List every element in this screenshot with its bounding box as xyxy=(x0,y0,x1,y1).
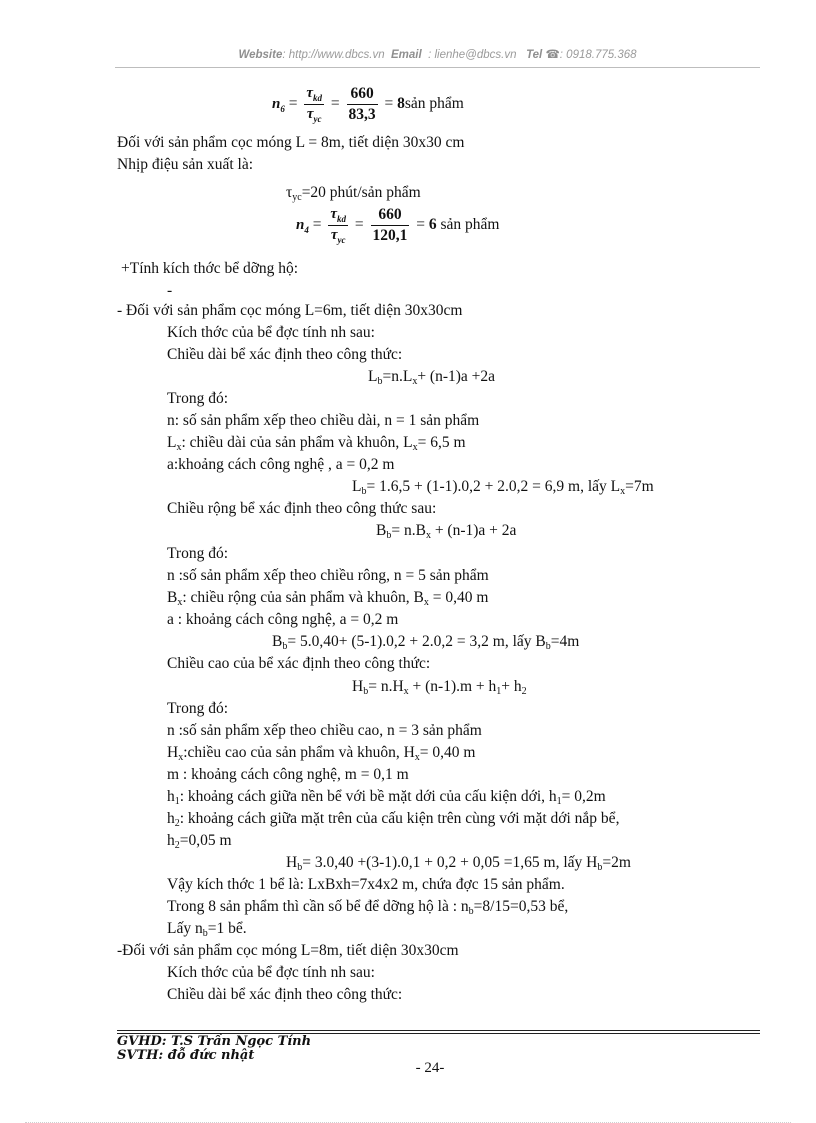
text-line: $L_x$: chiều dài của sản phẩm và khuôn, $L_x= 6,5$ m xyxy=(167,434,466,453)
website-url[interactable]: : http://www.dbcs.vn xyxy=(282,49,385,61)
page-number: - 24- xyxy=(415,1060,445,1076)
text-line: $B_x$: chiều rộng của sản phẩm và khuôn, $B_x = 0,40$ m xyxy=(167,589,489,608)
fraction-values: $\frac{660}{120,1}$ xyxy=(372,206,408,244)
text-line: Vậy kích thớc 1 bể là: LxBxh=7x4x2 m, chứa đợc 15 sản phẩm. xyxy=(167,876,565,893)
formula-line: $H_b= n.H_x + (n-1).m + h_1+ h_2$ xyxy=(352,678,527,697)
formula-n4: $n_4$ = $\frac{\tau_{kd}}{\tau_{yc}}$ = $\frac{660}{120,1}$ = 6 sản phẩm xyxy=(296,206,500,245)
text-line: Kích thớc của bể đợc tính nh sau: xyxy=(167,324,375,341)
text-line: Trong 8 sản phẩm thì cần số bể để dỡng hộ là : $n_b=8/15=0,53$ bể, xyxy=(167,898,569,917)
text-line: - Đối với sản phẩm cọc móng L=6m, tiết diện 30x30cm xyxy=(117,302,463,319)
text-line: Kích thớc của bể đợc tính nh sau: xyxy=(167,964,375,981)
text-line: Nhịp điệu sản xuất là: xyxy=(117,156,254,173)
text-line: a:khoảng cách công nghệ , a = 0,2 m xyxy=(167,456,395,473)
text-line: Lấy $n_b=1$ bể. xyxy=(167,920,247,939)
text-line: Chiều dài bể xác định theo công thức: xyxy=(167,986,403,1003)
website-label: Website xyxy=(238,49,283,61)
footer-divider xyxy=(117,1030,760,1031)
formula-line: $L_b=n.L_x+ (n-1)a +2a$ xyxy=(368,368,496,387)
text-line: +Tính kích thớc bể dỡng hộ: xyxy=(121,260,299,277)
text-line: Chiều rộng bể xác định theo công thức sau: xyxy=(167,500,437,517)
text-line: a : khoảng cách công nghệ, a = 0,2 m xyxy=(167,611,399,628)
text-line: Trong đó: xyxy=(167,545,229,562)
text-line: $h_2$: khoảng cách giữa mặt trên của cấu kiện trên cùng với mặt dới nắp bể, xyxy=(167,810,620,829)
email-address[interactable]: : lienhe@dbcs.vn xyxy=(428,49,517,61)
text-line: n: số sản phẩm xếp theo chiều dài, n = 1 sản phẩm xyxy=(167,412,480,429)
text-line: Đối với sản phẩm cọc móng L = 8m, tiết diện 30x30 cm xyxy=(117,134,465,151)
text-line: -Đối với sản phẩm cọc móng L=8m, tiết diện 30x30cm xyxy=(117,942,459,959)
formula-line: $B_b= 5.0,40+ (5-1).0,2 + 2.0,2 = 3,2$ m, lấy $B_b=4m$ xyxy=(272,633,580,652)
text-line: $h_1$: khoảng cách giữa nền bể với bề mặt dới của cấu kiện dới, $h_1= 0,2m$ xyxy=(167,788,606,807)
text-line: n :số sản phẩm xếp theo chiều cao, n = 3 sản phẩm xyxy=(167,722,482,739)
tel-label: Tel ☎ xyxy=(526,49,560,61)
text-line: $h_2=0,05$ m xyxy=(167,832,232,851)
supervisor-credit: GVHD: T.S Trần Ngọc Tính xyxy=(117,1034,312,1049)
formula-n6: $n_6$ = $\frac{\tau_{kd}}{\tau_{yc}}$ = $\frac{660}{83,3}$ = 8sản phẩm xyxy=(272,85,464,124)
text-line: Trong đó: xyxy=(167,700,229,717)
text-line: $\tau_{yc}=20$ phút/sản phẩm xyxy=(286,184,421,203)
text-line: - xyxy=(167,282,173,299)
fraction-tau: $\frac{\tau_{kd}}{\tau_{yc}}$ xyxy=(306,85,323,124)
text-line: Trong đó: xyxy=(167,390,229,407)
text-line: n :số sản phẩm xếp theo chiều rông, n = 5 sản phẩm xyxy=(167,567,489,584)
fraction-tau: $\frac{\tau_{kd}}{\tau_{yc}}$ xyxy=(330,206,347,245)
formula-line: $H_b= 3.0,40 +(3-1).0,1 + 0,2 + 0,05 =1,65$ m, lấy $H_b=2m$ xyxy=(286,854,631,873)
fraction-values: $\frac{660}{83,3}$ xyxy=(348,85,376,123)
formula-line: $B_b= n.B_x + (n-1)a + 2a$ xyxy=(376,522,517,541)
email-label: Email xyxy=(391,49,422,61)
text-line: Chiều cao của bể xác định theo công thức: xyxy=(167,655,431,672)
student-credit: SVTH: đỗ đức nhật xyxy=(117,1048,255,1063)
text-line: $H_x:chiều$ cao của sản phẩm và khuôn, $H_x= 0,40$ m xyxy=(167,744,476,763)
formula-line: $L_b= 1.6,5 + (1-1).0,2 + 2.0,2 = 6,9$ m, lấy $L_x=7m$ xyxy=(352,478,654,497)
text-line: Chiều dài bể xác định theo công thức: xyxy=(167,346,403,363)
tel-number: : 0918.775.368 xyxy=(559,49,637,61)
text-line: m : khoảng cách công nghệ, m = 0,1 m xyxy=(167,766,409,783)
